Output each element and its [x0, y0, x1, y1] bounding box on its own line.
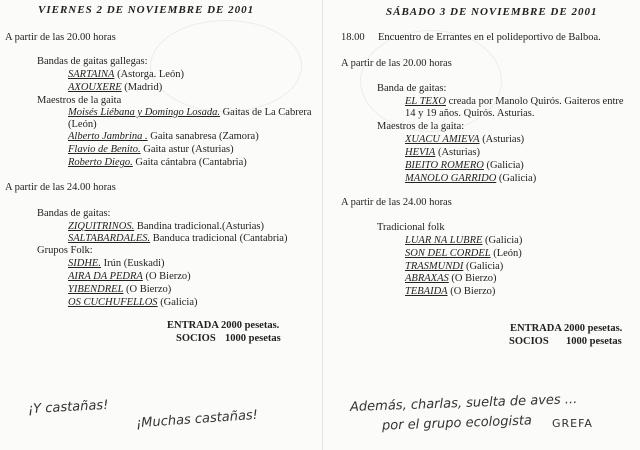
event-text: Encuentro de Errantes en el polideportivo de Balboa.	[378, 32, 601, 43]
list-item: YIBENDREL (O Bierzo)	[68, 284, 172, 295]
right-time-24: A partir de las 24.00 horas	[341, 197, 452, 208]
right-time-20: A partir de las 20.00 horas	[341, 58, 452, 69]
list-item: TRASMUNDI (Galicia)	[405, 261, 504, 272]
list-item: ZIQUITRINOS. Bandina tradicional.(Asturias)	[68, 221, 264, 232]
grupos-heading: Grupos Folk:	[37, 245, 93, 256]
list-item: HEVIA (Asturias)	[405, 147, 480, 158]
right-entrada: ENTRADA 2000 pesetas.	[510, 323, 623, 334]
right-socios-label: SOCIOS	[509, 336, 549, 347]
list-item: SALTABARDALES. Banduca tradicional (Cantabria)	[68, 233, 288, 244]
list-item: SARTAINA (Astorga. León)	[68, 69, 184, 80]
left-socios-label: SOCIOS	[176, 333, 216, 344]
list-item: Roberto Diego. Gaita cántabra (Cantabria)	[68, 157, 247, 168]
right-day-header: SÁBADO 3 DE NOVIEMBRE DE 2001	[386, 6, 598, 18]
right-socios-price: 1000 pesetas	[566, 336, 622, 347]
banda-heading: Banda de gaitas:	[377, 83, 447, 94]
list-item: XUACU AMIEVA (Asturias)	[405, 134, 525, 145]
page-fold	[322, 0, 323, 450]
list-item: Alberto Jambrina . Gaita sanabresa (Zamora)	[68, 131, 259, 142]
bandas2-heading: Bandas de gaitas:	[37, 208, 111, 219]
left-time-20: A partir de las 20.00 horas	[5, 32, 116, 43]
left-entrada: ENTRADA 2000 pesetas.	[167, 320, 280, 331]
list-item: AXOUXERE (Madrid)	[68, 82, 163, 93]
list-item: ABRAXAS (O Bierzo)	[405, 273, 497, 284]
handwritten-note: por el grupo ecologista	[381, 413, 533, 434]
bandas-heading: Bandas de gaitas gallegas:	[37, 56, 148, 67]
list-item: AIRA DA PEDRA (O Bierzo)	[68, 271, 191, 282]
maestros-heading: Maestros de la gaita:	[377, 121, 465, 132]
list-item: SON DEL CORDEL (León)	[405, 248, 522, 259]
left-time-24: A partir de las 24.00 horas	[5, 182, 116, 193]
list-item: OS CUCHUFELLOS (Galicia)	[68, 297, 198, 308]
list-item: LUAR NA LUBRE (Galicia)	[405, 235, 523, 246]
handwritten-note: Además, charlas, suelta de aves ...	[349, 392, 578, 415]
list-item: Flavio de Benito. Gaita astur (Asturias)	[68, 144, 234, 155]
list-item: TEBAIDA (O Bierzo)	[405, 286, 496, 297]
list-item: SIDHE. Irún (Euskadi)	[68, 258, 165, 269]
event-time: 18.00	[341, 32, 365, 43]
maestros-heading: Maestros de la gaita	[37, 95, 122, 106]
list-item: (León)	[68, 119, 97, 130]
list-item: EL TEXO creada por Manolo Quirós. Gaiteros entre	[405, 96, 624, 107]
left-day-header: VIERNES 2 DE NOVIEMBRE DE 2001	[38, 4, 255, 16]
handwritten-note: GREFA	[552, 417, 593, 430]
handwritten-note: ¡Muchas castañas!	[135, 407, 259, 432]
handwritten-note: ¡Y castañas!	[27, 397, 109, 418]
left-socios-price: 1000 pesetas	[225, 333, 281, 344]
list-item: 14 y 19 años. Quirós. Asturias.	[405, 108, 535, 119]
list-item: MANOLO GARRIDO (Galicia)	[405, 173, 537, 184]
folk-heading: Tradicional folk	[377, 222, 445, 233]
list-item: Moisés Liébana y Domingo Losada. Gaitas de La Cabrera	[68, 107, 312, 118]
list-item: BIEITO ROMERO (Galicia)	[405, 160, 524, 171]
watermark-ring	[150, 20, 302, 112]
